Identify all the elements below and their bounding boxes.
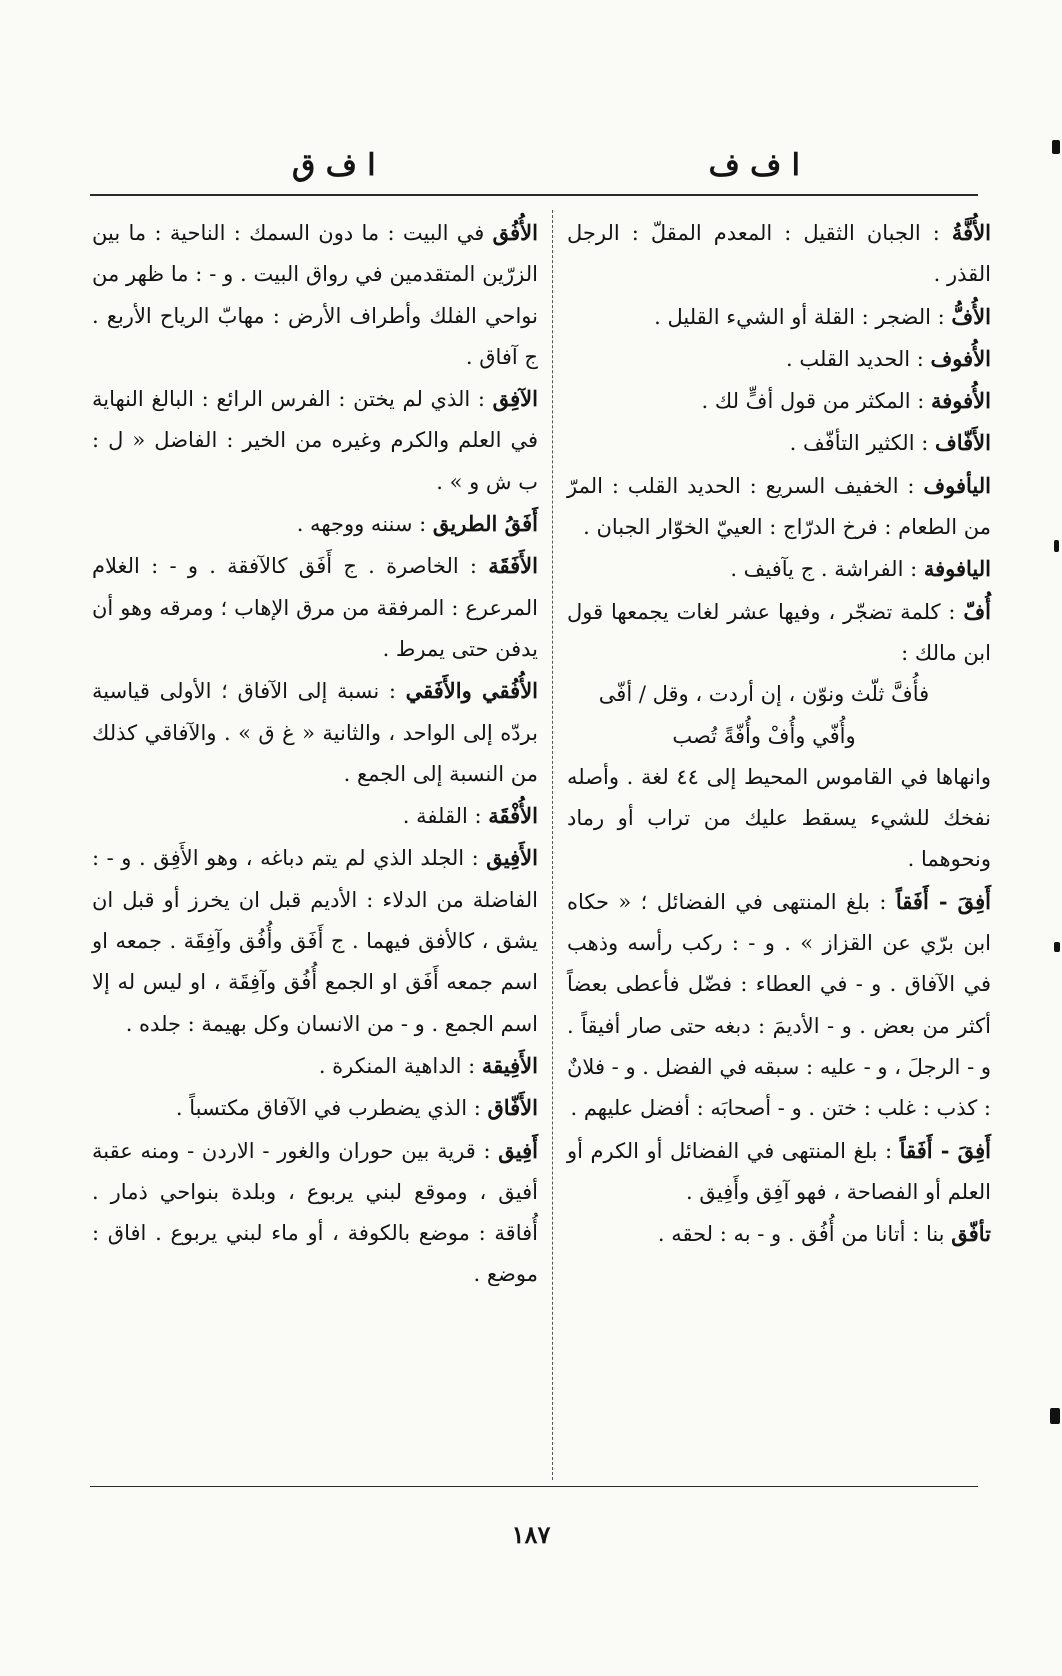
page-number: ١٨٧	[511, 1520, 551, 1549]
entry-headword: أَفِيق	[498, 1137, 538, 1163]
dictionary-entry	[567, 548, 991, 590]
dictionary-entry	[92, 545, 538, 670]
scan-edge-mark	[1050, 1408, 1060, 1424]
entry-headword: الآفِق	[492, 386, 538, 412]
dictionary-entry	[92, 1045, 538, 1087]
entry-definition: : سننه ووجهه .	[296, 512, 433, 537]
entry-definition: : الكثير التأفّف .	[789, 431, 935, 456]
dictionary-entry	[92, 795, 538, 837]
dictionary-entry	[567, 881, 991, 1130]
dictionary-entry	[92, 503, 538, 545]
entry-headword: الأُفُقي والأَفَقي	[405, 678, 539, 704]
dictionary-entry	[92, 670, 538, 795]
dictionary-entry	[567, 212, 991, 296]
entry-headword: أَفَقُ الطريق	[432, 511, 538, 537]
dictionary-entry	[567, 338, 991, 380]
entry-definition: : الخاصرة . ج أَفَق كالآفقة . و - : الغلام المرعرع : المرفقة من مرق الإهاب ؛ ومرقه وهو أن يدفن حتى يمرط .	[92, 554, 538, 661]
entry-definition: : بلغ المنتهى في الفضائل ؛ « حكاه ابن برّي عن القزاز » . و - : ركب رأسه وذهب في الآفاق . و - في العطاء : فضّل فأعطى بعضاً أكثر من بعض . و - الأديمَ : دبغه حتى صار أفيقاً . و - الرجلَ ، و - عليه : سبقه في الفضل . و - فلانٌ : كذب : غلب : ختن . و - أصحابَه : أفضل عليهم .	[567, 889, 991, 1121]
entry-headword: أُفّ	[963, 598, 991, 624]
entry-headword: الأَفَقَة	[488, 553, 538, 579]
entry-headword: اليافوفة	[923, 556, 991, 582]
entry-definition: بنا : أتانا من أُفُق . و - به : لحقه .	[657, 1222, 952, 1247]
entry-headword: الأُفُق	[492, 220, 538, 245]
entry-headword: الأُفْقَة	[488, 803, 538, 829]
column-divider	[552, 210, 553, 1480]
dictionary-entry	[567, 465, 991, 549]
dictionary-entry	[92, 1087, 538, 1129]
entry-definition: : الجبان الثقيل : المعدم المقلّ : الرجل القذر .	[567, 221, 991, 287]
entry-definition: : المكثر من قول أفٍّ لك .	[701, 389, 931, 414]
dictionary-entry	[567, 591, 991, 675]
dictionary-entry	[567, 757, 991, 881]
dictionary-entry	[92, 837, 538, 1044]
entry-definition: : الداهية المنكرة .	[318, 1053, 482, 1078]
entry-headword: أَفِقَ - أَفَقاً	[895, 888, 991, 914]
entry-definition: : الجلد الذي لم يتم دباغه ، وهو الأَفِق . و - : الفاضلة من الدلاء : الأديم قبل ان يخرز أو قبل ان يشق ، كالأفق فيهما . ج أَفَق وأُفُق وآفِقَة . جمعه او اسم جمعه أَفَق او الجمع أُفُق وآفِقَة ، او ليس له إلا اسم الجمع . و - من الانسان وكل بهيمة : جلده .	[92, 846, 538, 1036]
entry-headword: الأُفُّ	[951, 303, 991, 329]
dictionary-entry	[567, 296, 991, 338]
scan-edge-mark	[1054, 942, 1060, 952]
entry-definition: فأُفَّ ثلّث ونوّن ، إن أردت ، وقل / أفّى وأُفّي وأُفْ وأُفّةً تُصب	[598, 682, 930, 748]
entry-definition: : الذي لم يختن : الفرس الرائع : البالغ النهاية في العلم والكرم وغيره من الخير : الفاضل « ل : ب ش و » .	[92, 387, 538, 494]
entry-headword: الأَفّاق	[487, 1095, 538, 1121]
entry-definition: : كلمة تضجّر ، وفيها عشر لغات يجمعها قول ابن مالك :	[567, 599, 991, 665]
entry-definition: : الذي يضطرب في الآفاق مكتسباً .	[175, 1096, 488, 1121]
entry-definition: : الفراشة . ج يآفيف .	[730, 557, 924, 582]
entry-headword: اليأفوف	[923, 472, 991, 498]
dictionary-entry	[567, 1213, 991, 1255]
left-column	[92, 212, 538, 1296]
entry-headword: الأَفِيق	[486, 845, 538, 871]
running-head-left: ا ف ق	[292, 148, 376, 183]
dictionary-entry	[92, 212, 538, 378]
running-head-right: ا ف ف	[708, 148, 800, 183]
entry-definition: : بلغ المنتهى في الفضائل أو الكرم أو العلم أو الفصاحة ، فهو آفِق وأَفِيق .	[567, 1138, 991, 1204]
footer-rule	[90, 1486, 978, 1487]
entry-headword: الأَفّاف	[934, 430, 991, 456]
entry-definition: : القلفة .	[402, 804, 489, 829]
entry-headword: الأُفَّةُ	[951, 220, 991, 245]
scan-edge-mark	[1054, 540, 1059, 552]
entry-definition: في البيت : ما دون السمك : الناحية : ما بين الزرّين المتقدمين في رواق البيت . و - : ما ظهر من نواحي الفلك وأطراف الأرض : مهابّ الرياح الأربع . ج آفاق .	[92, 221, 538, 369]
right-column	[567, 212, 991, 1255]
entry-definition: : الحديد القلب .	[785, 346, 931, 371]
header-rule	[90, 194, 978, 196]
entry-definition: : الخفيف السريع : الحديد القلب : المرّ من الطعام : فرخ الدرّاج : العييّ الخوّار الجبان .	[567, 473, 991, 540]
dictionary-entry	[92, 378, 538, 503]
entry-definition: : نسبة إلى الآفاق ؛ الأولى قياسية بردّه إلى الواحد ، والثانية « غ ق » . والآفاقي كذلك من النسبة إلى الجمع .	[92, 679, 538, 786]
entry-definition: : قرية بين حوران والغور - الاردن - ومنه عقبة أفيق ، وموقع لبني يربوع ، وبلدة بنواحي ذمار . أُفاقة : موضع بالكوفة ، أو ماء لبني يربوع . افاق : موضع .	[92, 1138, 538, 1287]
entry-definition: وانهاها في القاموس المحيط إلى ٤٤ لغة . وأصله نفخك للشيء يسقط عليك من تراب أو رماد ونحوهما .	[567, 764, 991, 872]
entry-definition: : الضجر : القلة أو الشيء القليل .	[654, 304, 952, 329]
dictionary-entry	[567, 380, 991, 422]
dictionary-entry	[92, 1130, 538, 1296]
entry-headword: الأُفوفة	[931, 388, 991, 414]
entry-headword: أَفِقَ - أَفَقاً	[899, 1137, 992, 1163]
scan-edge-mark	[1052, 140, 1060, 154]
entry-headword: تأفّق	[951, 1221, 991, 1247]
dictionary-entry	[567, 674, 991, 757]
entry-headword: الأُفوف	[930, 345, 991, 371]
dictionary-entry	[567, 1130, 991, 1214]
entry-headword: الأَفِيقة	[481, 1052, 538, 1078]
dictionary-entry	[567, 422, 991, 464]
